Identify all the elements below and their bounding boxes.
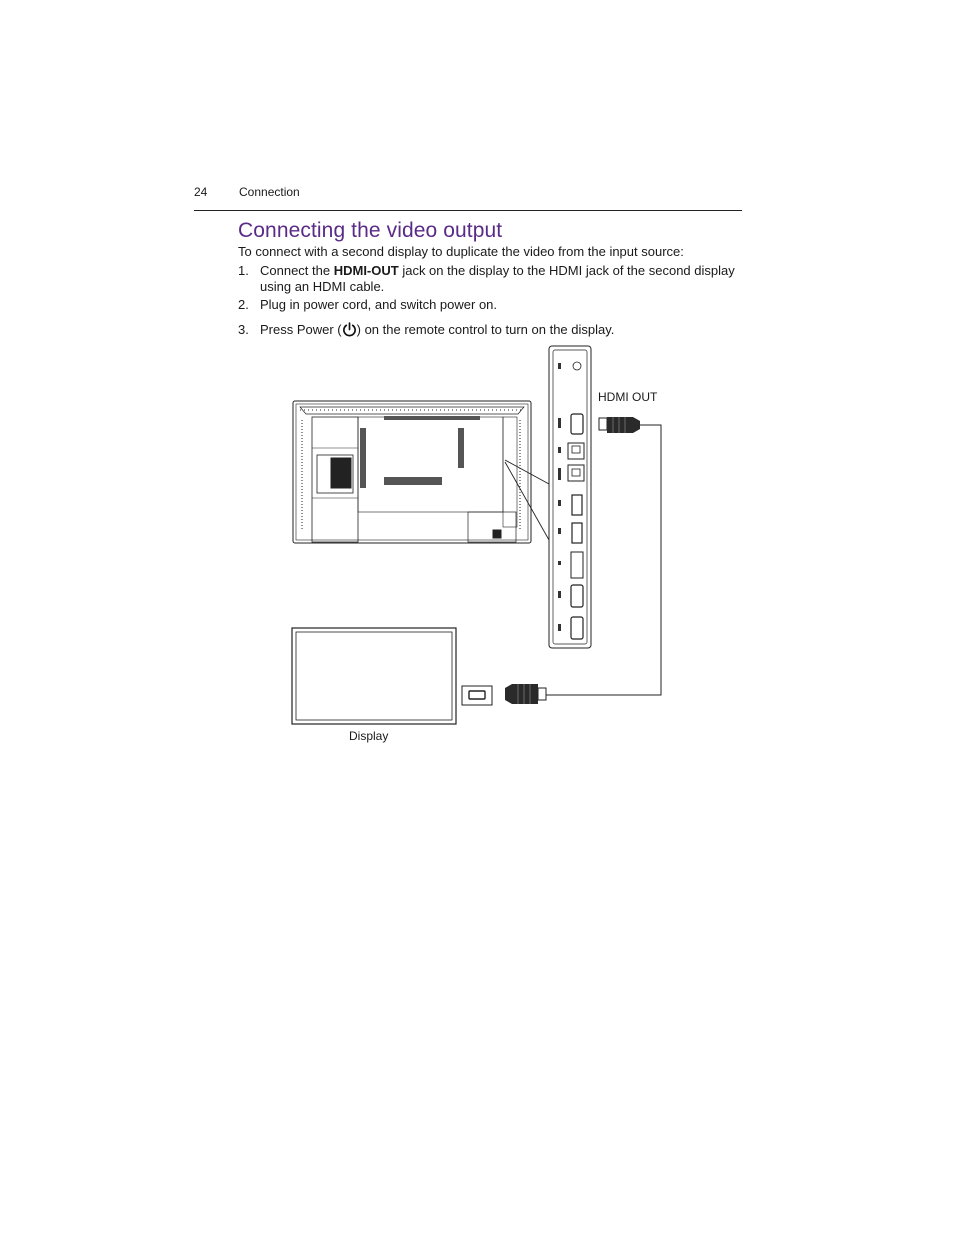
intro-text: To connect with a second display to duplicate the video from the input source: <box>238 244 684 259</box>
second-display <box>292 628 456 724</box>
page-number: 24 <box>194 185 208 199</box>
page-title: Connecting the video output <box>238 219 503 242</box>
step-text: Plug in power cord, and switch power on. <box>260 297 498 312</box>
step-text: Connect the HDMI-OUT jack on the display to the HDMI jack of the second display using an HDMI cable. <box>260 263 735 294</box>
hdmi-out-label: HDMI OUT <box>598 390 658 404</box>
hdmi-out-term: HDMI-OUT <box>333 263 399 278</box>
vent-grilles <box>360 416 480 488</box>
port-panel <box>549 346 591 648</box>
power-icon <box>342 322 357 337</box>
hdmi-jack <box>462 686 492 705</box>
hdmi-plug-bottom <box>505 684 546 704</box>
hdmi-plug-top <box>599 417 640 433</box>
step-number: 3. <box>238 322 249 337</box>
step-text: Press Power ( ) on the remote control to turn on the display. <box>260 322 615 337</box>
header-rule <box>194 210 742 211</box>
port-marks <box>558 363 561 631</box>
main-display-rear <box>293 401 531 543</box>
hdmi-cable <box>545 425 661 695</box>
step-number: 2. <box>238 297 249 312</box>
section-name: Connection <box>239 185 300 199</box>
step-number: 1. <box>238 263 249 278</box>
display-label: Display <box>349 729 389 743</box>
